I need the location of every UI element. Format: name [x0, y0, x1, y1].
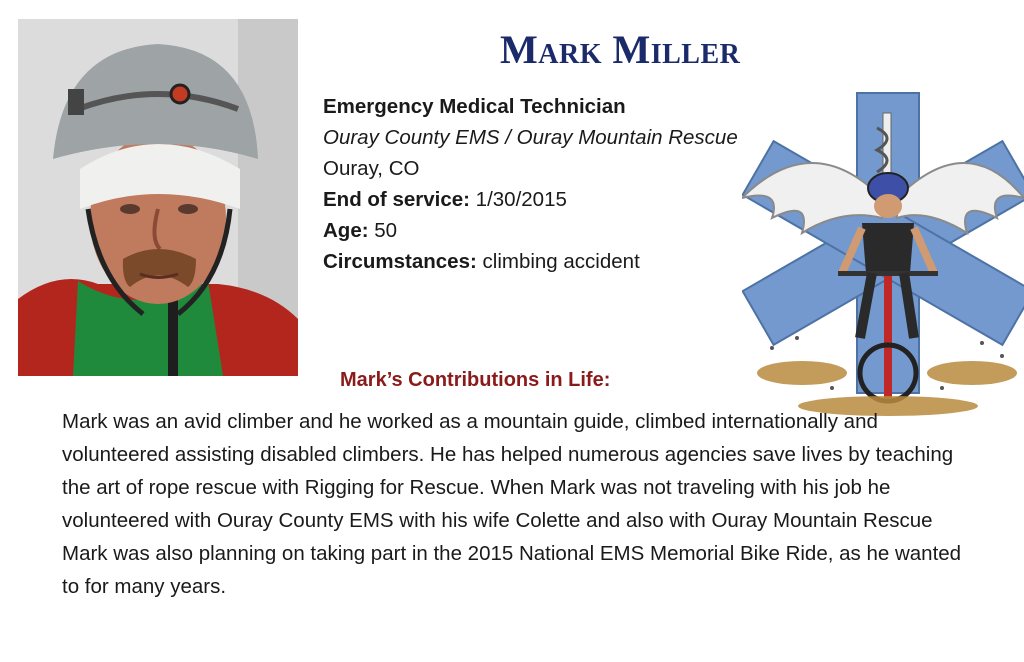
end-of-service-label: End of service:: [323, 188, 470, 211]
star-of-life-emblem: [742, 88, 1024, 418]
circumstances-value: climbing accident: [482, 250, 640, 273]
contributions-body: Mark was an avid climber and he worked as a mountain guide, climbed internationally and volunteered assisting disabled climbers. He has helped numerous agencies save lives by teaching the art of rope rescue with Rigging for Rescue. When Mark was not traveling with his job he volunteered with Ouray County EMS with his wife Colette and also with Ouray Mountain Rescue Mark was also planning on taking part in the 2015 National EMS Memorial Bike Ride, as he wanted to for many years.: [62, 410, 962, 598]
star-of-life-cyclist-angel-icon: [742, 88, 1024, 418]
age-row: [323, 215, 738, 246]
age-label: Age:: [323, 219, 369, 242]
contributions-heading: Mark’s Contributions in Life:: [340, 369, 611, 391]
info-block: [323, 91, 738, 277]
end-of-service-row: [323, 184, 738, 215]
portrait-photo: [18, 19, 298, 376]
person-name: Mark Miller: [500, 27, 741, 72]
location: Ouray, CO: [323, 157, 420, 180]
job-title: Emergency Medical Technician: [323, 95, 626, 118]
circumstances-label: Circumstances:: [323, 250, 477, 273]
end-of-service-value: 1/30/2015: [475, 188, 567, 211]
climber-portrait-image: [18, 19, 298, 376]
agency: Ouray County EMS / Ouray Mountain Rescue: [323, 126, 738, 149]
age-value: 50: [374, 219, 398, 242]
circumstances-row: [323, 246, 738, 277]
